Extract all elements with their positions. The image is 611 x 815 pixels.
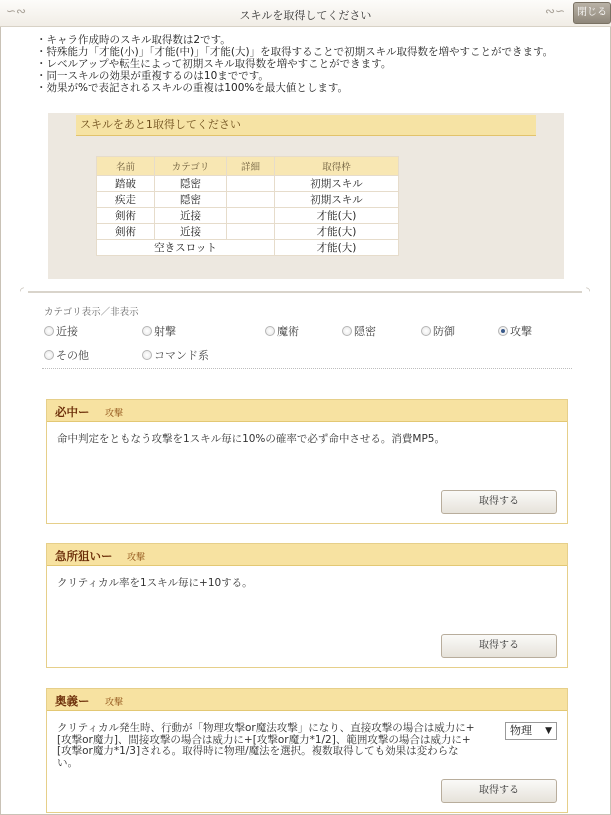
radio-icon bbox=[265, 326, 275, 336]
skill-description: クリティカル率を1スキル毎に+10する。 bbox=[57, 577, 253, 589]
title-bar bbox=[0, 0, 611, 27]
detail-cell bbox=[227, 192, 275, 208]
skill-name: 急所狙いー bbox=[55, 549, 113, 563]
category-radio-melee[interactable]: 近接 bbox=[44, 324, 78, 338]
column-header: カテゴリ bbox=[155, 157, 227, 176]
category-cell: 近接 bbox=[155, 224, 227, 240]
divider-cap-icon: ◜ bbox=[20, 286, 24, 297]
dotted-divider bbox=[42, 368, 572, 369]
slot-cell: 才能(大) bbox=[275, 224, 399, 240]
table-header-row bbox=[97, 157, 399, 176]
category-radio-command[interactable]: コマンド系 bbox=[142, 348, 209, 362]
radio-icon bbox=[142, 326, 152, 336]
slot-cell: 初期スキル bbox=[275, 176, 399, 192]
radio-icon bbox=[44, 350, 54, 360]
column-header: 名前 bbox=[97, 157, 155, 176]
category-radio-magic[interactable]: 魔術 bbox=[265, 324, 299, 338]
divider-cap-icon: ◝ bbox=[586, 286, 590, 297]
skill-description: 命中判定をともなう攻撃を1スキル毎に10%の確率で必ず命中させる。消費MP5。 bbox=[57, 433, 445, 445]
remaining-skills-panel bbox=[48, 113, 564, 279]
skill-card bbox=[46, 399, 568, 524]
category-radio-defense[interactable]: 防御 bbox=[421, 324, 455, 338]
slot-cell: 才能(大) bbox=[275, 208, 399, 224]
rule-line: ・同一スキルの効果が重複するのは10までです。 bbox=[36, 70, 269, 82]
skill-name-cell: 剣術 bbox=[97, 208, 155, 224]
radio-icon bbox=[421, 326, 431, 336]
skill-name-cell: 疾走 bbox=[97, 192, 155, 208]
radio-selected-icon bbox=[498, 326, 508, 336]
dialog-title: スキルを取得してください bbox=[239, 9, 372, 22]
category-toggle-title: カテゴリ表示／非表示 bbox=[44, 307, 139, 318]
skill-category: 攻撃 bbox=[105, 409, 124, 419]
skill-category: 攻撃 bbox=[105, 698, 124, 708]
column-header: 詳細 bbox=[227, 157, 275, 176]
detail-cell bbox=[227, 224, 275, 240]
skill-name: 奥義ー bbox=[55, 694, 90, 708]
category-radio-attack[interactable]: 攻撃 bbox=[498, 324, 532, 338]
radio-icon bbox=[342, 326, 352, 336]
close-button[interactable]: 閉じる bbox=[573, 2, 611, 24]
column-header: 取得枠 bbox=[275, 157, 399, 176]
rule-line: ・特殊能力「才能(小)」「才能(中)」「才能(大)」を取得することで初期スキル取得数を増やすことができます。 bbox=[36, 46, 554, 58]
table-row bbox=[97, 192, 399, 208]
category-cell: 近接 bbox=[155, 208, 227, 224]
rule-line: ・効果が%で表記されるスキルの重複は100%を最大値とします。 bbox=[36, 82, 349, 94]
skill-name-cell: 踏破 bbox=[97, 176, 155, 192]
radio-icon bbox=[142, 350, 152, 360]
skill-name: 必中ー bbox=[55, 405, 90, 419]
skill-card bbox=[46, 543, 568, 668]
section-divider bbox=[20, 286, 590, 297]
right-ornament-icon: ∾∽ bbox=[545, 4, 566, 18]
rule-line: ・レベルアップや転生によって初期スキル取得数を増やすことができます。 bbox=[36, 58, 392, 70]
skill-description: クリティカル発生時、行動が「物理攻撃or魔法攻撃」になり、直接攻撃の場合は威力に+[攻撃or魔力]、間接攻撃の場合は威力に+[攻撃or魔力*1/2]、範囲攻撃の場合は威力に+[攻撃or魔力*1/3]される。取得時に物理/魔法を選択。複数取得しても効果は変わらない。 bbox=[57, 722, 475, 769]
detail-cell bbox=[227, 208, 275, 224]
slot-table bbox=[96, 156, 399, 256]
type-select[interactable]: 物理 ▼ bbox=[505, 722, 557, 740]
table-row bbox=[97, 224, 399, 240]
empty-slot-row bbox=[97, 240, 399, 256]
empty-slot-label: 空きスロット bbox=[97, 240, 275, 256]
slot-cell: 才能(大) bbox=[275, 240, 399, 256]
acquire-button[interactable]: 取得する bbox=[441, 779, 557, 803]
category-cell: 隠密 bbox=[155, 192, 227, 208]
radio-icon bbox=[44, 326, 54, 336]
rule-line: ・キャラ作成時のスキル取得数は2です。 bbox=[36, 34, 231, 46]
acquire-button[interactable]: 取得する bbox=[441, 634, 557, 658]
rules-list bbox=[36, 34, 596, 94]
category-radio-other[interactable]: その他 bbox=[44, 348, 89, 362]
category-radio-ranged[interactable]: 射撃 bbox=[142, 324, 176, 338]
category-cell: 隠密 bbox=[155, 176, 227, 192]
remaining-header: スキルをあと1取得してください bbox=[76, 115, 536, 136]
table-row bbox=[97, 208, 399, 224]
left-ornament-icon: ∽∾ bbox=[6, 4, 27, 18]
skill-category: 攻撃 bbox=[127, 553, 146, 563]
slot-cell: 初期スキル bbox=[275, 192, 399, 208]
table-row bbox=[97, 176, 399, 192]
chevron-down-icon: ▼ bbox=[545, 726, 552, 736]
skill-card bbox=[46, 688, 568, 813]
skill-name-cell: 剣術 bbox=[97, 224, 155, 240]
acquire-button[interactable]: 取得する bbox=[441, 490, 557, 514]
detail-cell bbox=[227, 176, 275, 192]
category-radio-stealth[interactable]: 隠密 bbox=[342, 324, 376, 338]
